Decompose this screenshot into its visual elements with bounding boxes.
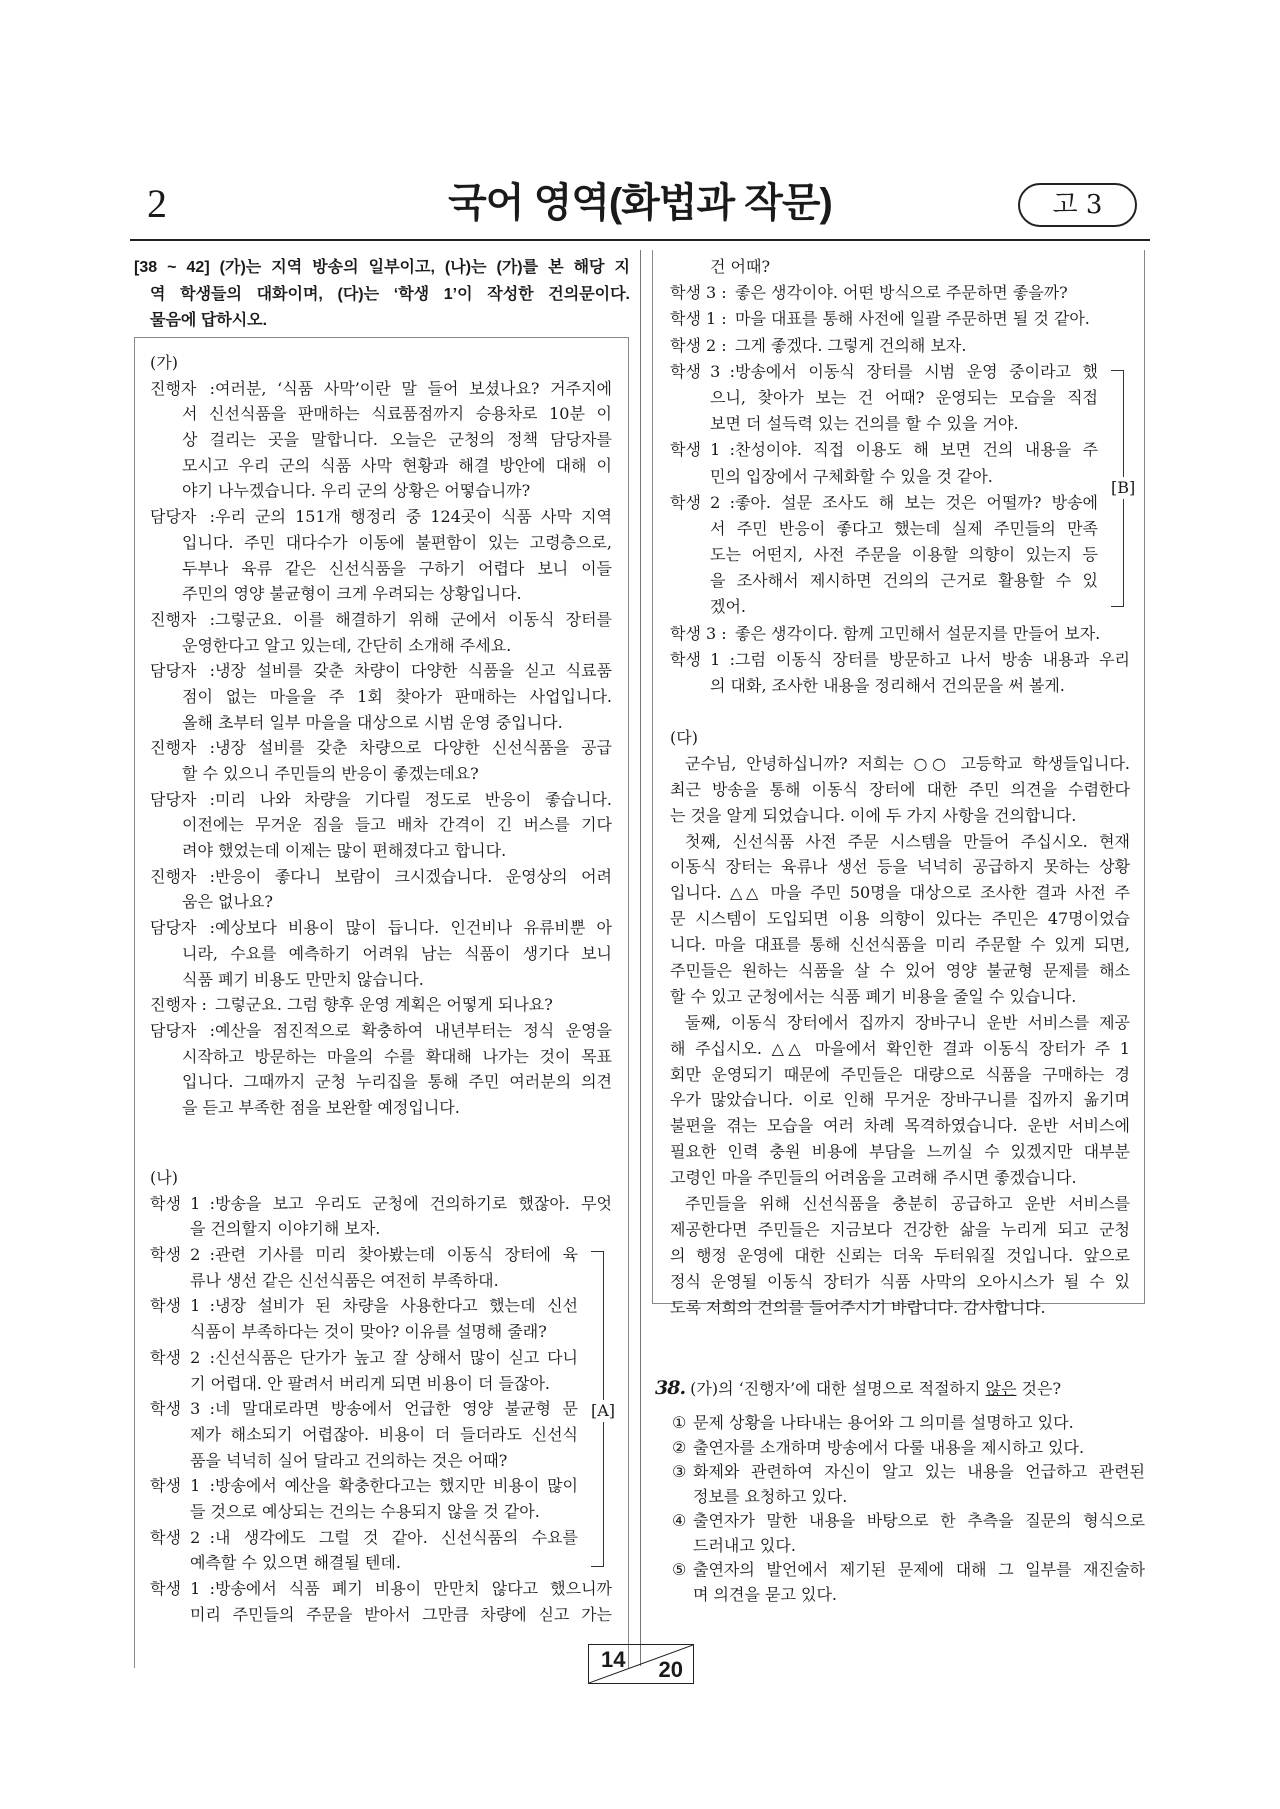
answer-option-5[interactable] bbox=[672, 1558, 1145, 1607]
passage-ga bbox=[150, 350, 612, 1121]
paragraph-line: 불편을 겪는 모습을 여러 차례 목격하였습니다. 운반 서비스에 bbox=[670, 1116, 1130, 1136]
instruction-line: [38 ~ 42] (가)는 지역 방송의 일부이고, (나)는 (가)를 본 해당 지 bbox=[134, 259, 630, 276]
dialogue-line: 보면 더 설득력 있는 건의를 할 수 있을 거야. bbox=[710, 414, 1019, 434]
speaker-label: 학생 2 : bbox=[150, 1527, 215, 1547]
dialogue-turn bbox=[150, 1018, 612, 1121]
utterance-text: 냉장 설비를 갖춘 차량이 다양한 식품을 싣고 식료품 bbox=[215, 661, 612, 681]
dialogue-line: 기 어렵대. 안 팔려서 버리게 되면 비용이 더 들잖아. bbox=[190, 1373, 550, 1393]
speaker-label: 학생 1 : bbox=[150, 1296, 215, 1316]
dialogue-turn bbox=[150, 1576, 612, 1627]
speaker-label: 담당자 : bbox=[150, 1020, 215, 1040]
paragraph-line: 회만 운영되기 때문에 주민들은 대량으로 식품을 구매하는 경 bbox=[670, 1064, 1130, 1084]
dialogue-line bbox=[670, 647, 1130, 673]
dialogue-line: 니라, 수요를 예측하기 어려워 남는 식품이 생기다 보니 bbox=[182, 943, 612, 963]
speaker-label: 담당자 : bbox=[150, 661, 215, 681]
dialogue-line: 겠어. bbox=[710, 597, 746, 617]
dialogue-line: 입니다. 그때까지 군청 누리집을 통해 주민 여러분의 의견 bbox=[182, 1072, 612, 1092]
dialogue-line bbox=[150, 864, 612, 890]
speaker-label: 진행자 : bbox=[150, 378, 215, 398]
passage-label: (나) bbox=[150, 1168, 178, 1187]
speaker-label: 학생 1 : bbox=[150, 1193, 215, 1213]
bracket-a-label: [A] bbox=[591, 1401, 616, 1420]
dialogue-line: 품을 넉넉히 실어 달라고 건의하는 것은 어때? bbox=[190, 1450, 508, 1470]
paragraph-line: 필요한 인력 충원 비용에 부담을 느끼실 수 있겠지만 대부분 bbox=[670, 1142, 1130, 1162]
option-line: 며 의견을 묻고 있다. bbox=[693, 1584, 837, 1604]
paragraph-line: 는 것을 알게 되었습니다. 이에 두 가지 사항을 건의합니다. bbox=[670, 805, 1077, 825]
dialogue-line bbox=[150, 1018, 612, 1044]
passage-na-part2 bbox=[670, 254, 1130, 699]
dialogue-turn bbox=[150, 1473, 612, 1524]
passage-na-part1 bbox=[150, 1165, 612, 1627]
question-stem: (가)의 ‘진행자’에 대한 설명으로 적절하지 bbox=[690, 1379, 986, 1398]
dialogue-line bbox=[150, 1345, 612, 1371]
utterance-text: 우리 군의 151개 행정리 중 124곳이 식품 사막 지역 bbox=[215, 507, 612, 527]
utterance-text: 신선식품은 단가가 높고 잘 상해서 많이 싣고 다니 bbox=[215, 1347, 578, 1367]
dialogue-line bbox=[670, 621, 1130, 647]
speaker-label: 학생 3 : bbox=[150, 1399, 215, 1419]
dialogue-line: 식품이 부족하다는 것이 맞아? 이유를 설명해 줄래? bbox=[190, 1322, 547, 1342]
answer-option-2[interactable] bbox=[672, 1436, 1145, 1461]
paragraph-line: 도록 저희의 건의를 들어주시기 바랍니다. 감사합니다. bbox=[670, 1297, 1046, 1317]
dialogue-line bbox=[150, 992, 612, 1018]
dialogue-line: 식품 폐기 비용도 만만치 않습니다. bbox=[182, 969, 424, 989]
speaker-label: 담당자 : bbox=[150, 918, 215, 938]
paragraph bbox=[670, 1191, 1130, 1320]
column-divider bbox=[640, 250, 641, 1666]
dialogue-line: 모시고 우리 군의 식품 사막 현황과 해결 방안에 대해 이 bbox=[182, 455, 612, 475]
speaker-label: 학생 1 : bbox=[670, 309, 727, 329]
dialogue-line: 제가 해소되기 어렵잖아. 비용이 더 들더라도 신선식 bbox=[190, 1424, 578, 1444]
dialogue-line bbox=[150, 376, 612, 402]
answer-option-3[interactable] bbox=[672, 1460, 1145, 1509]
dialogue-line: 을 건의할지 이야기해 보자. bbox=[190, 1219, 381, 1239]
dialogue-line bbox=[150, 1525, 612, 1551]
dialogue-line bbox=[670, 306, 1130, 332]
speaker-label: 학생 1 : bbox=[150, 1579, 215, 1598]
speaker-label: 학생 1 : bbox=[670, 649, 735, 669]
utterance-text: 좋은 생각이야. 어떤 방식으로 주문하면 좋을까? bbox=[735, 283, 1068, 303]
dialogue-line: 들 것으로 예상되는 건의는 수용되지 않을 것 같아. bbox=[190, 1501, 540, 1521]
dialogue-line: 할 수 있으니 주민들의 반응이 좋겠는데요? bbox=[182, 764, 479, 783]
question-38 bbox=[655, 1376, 1145, 1401]
option-text: 출연자를 소개하며 방송에서 다룰 내용을 제시하고 있다. bbox=[693, 1437, 1085, 1457]
dialogue-turn bbox=[670, 437, 1130, 489]
dialogue-turn bbox=[150, 504, 612, 607]
dialogue-line bbox=[670, 490, 1130, 516]
answer-options bbox=[672, 1411, 1145, 1607]
passage-da bbox=[670, 725, 1130, 1320]
dialogue-turn bbox=[670, 647, 1130, 699]
dialogue-line: 움은 없나요? bbox=[182, 892, 273, 912]
dialogue-turn bbox=[670, 490, 1130, 621]
paragraph bbox=[670, 829, 1130, 1010]
utterance-text: 방송을 보고 우리도 군청에 건의하기로 했잖아. 무엇 bbox=[215, 1193, 612, 1213]
answer-option-1[interactable] bbox=[672, 1411, 1145, 1436]
dialogue-line bbox=[150, 787, 612, 813]
paragraph-line: 할 수 있고 군청에서는 식품 폐기 비용을 줄일 수 있습니다. bbox=[670, 986, 1077, 1006]
utterance-text: 방송에서 식품 폐기 비용이 만만치 않다고 했으니까 bbox=[215, 1579, 612, 1598]
dialogue-line bbox=[670, 333, 1130, 359]
paragraph-line: 군수님, 안녕하십니까? 저희는 ○○ 고등학교 학생들입니다. bbox=[685, 753, 1130, 773]
dialogue-turn bbox=[150, 1293, 612, 1344]
utterance-text: 냉장 설비가 된 차량을 사용한다고 했는데 신선 bbox=[215, 1296, 578, 1316]
paragraph-line: 문 시스템이 도입되면 이용 의향이 있다는 주민은 47명이었습 bbox=[670, 909, 1130, 929]
dialogue-line bbox=[670, 437, 1130, 463]
speaker-label: 진행자 : bbox=[150, 866, 215, 886]
dialogue-turn bbox=[150, 864, 612, 915]
paragraph-line: 최근 방송을 통해 이동식 장터에 대한 주민 의견을 수렴한다 bbox=[670, 779, 1130, 799]
speaker-label: 담당자 : bbox=[150, 507, 215, 527]
dialogue-line: 서 신선식품을 판매하는 식료품점까지 승용차로 10분 이 bbox=[182, 404, 612, 424]
utterance-text: 그렇군요. 그럼 향후 운영 계획은 어떻게 되나요? bbox=[215, 995, 553, 1015]
dialogue-line: 려야 했었는데 이제는 많이 편해졌다고 합니다. bbox=[182, 841, 507, 861]
grade-badge: 고 3 bbox=[1018, 183, 1137, 227]
dialogue-line bbox=[150, 915, 612, 941]
page-number: 2 bbox=[147, 181, 167, 226]
dialogue-turn bbox=[150, 658, 612, 735]
utterance-text: 관련 기사를 미리 찾아봤는데 이동식 장터에 육 bbox=[215, 1245, 578, 1265]
dialogue-line: 민의 입장에서 구체화할 수 있을 것 같아. bbox=[710, 466, 993, 486]
bracket-b-label: [B] bbox=[1111, 478, 1136, 497]
dialogue-turn bbox=[150, 1396, 612, 1473]
passage-label: (다) bbox=[670, 728, 698, 747]
dialogue-line: 서 주민 반응이 좋다고 했는데 실제 주민들의 만족 bbox=[710, 518, 1098, 538]
dialogue-line bbox=[150, 1473, 612, 1499]
dialogue-line: 미리 주민들의 주문을 받아서 그만큼 차량에 싣고 가는 bbox=[190, 1604, 612, 1624]
dialogue-line: 올해 초부터 일부 마을을 대상으로 시범 운영 중입니다. bbox=[182, 712, 563, 732]
speaker-label: 학생 2 : bbox=[150, 1347, 215, 1367]
option-line bbox=[672, 1509, 1145, 1534]
option-line: 드러내고 있다. bbox=[693, 1535, 796, 1555]
utterance-text: 냉장 설비를 갖춘 차량으로 다양한 신선식품을 공급 bbox=[215, 738, 612, 758]
option-line bbox=[672, 1460, 1145, 1485]
utterance-text: 찬성이야. 직접 이용도 해 보면 건의 내용을 주 bbox=[735, 440, 1098, 460]
utterance-text: 좋아. 설문 조사도 해 보는 것은 어떨까? 방송에 bbox=[735, 492, 1098, 512]
utterance-text: 그게 좋겠다. 그렇게 건의해 보자. bbox=[735, 335, 967, 355]
dialogue-line bbox=[670, 280, 1130, 306]
speaker-label: 담당자 : bbox=[150, 789, 215, 809]
dialogue-line: 야기 나누겠습니다. 우리 군의 상황은 어떻습니까? bbox=[182, 481, 531, 501]
section-title: 국어 영역(화법과 작문) bbox=[448, 181, 832, 225]
dialogue-line-continued: 건 어때? bbox=[710, 257, 771, 276]
speaker-label: 학생 1 : bbox=[670, 440, 735, 460]
utterance-text: 예산을 점진적으로 확충하여 내년부터는 정식 운영을 bbox=[215, 1020, 612, 1040]
dialogue-line: 으니, 찾아가 보는 건 어때? 운영되는 모습을 직접 bbox=[710, 387, 1098, 407]
paragraph-line: 제공한다면 주민들은 지금보다 건강한 삶을 누리게 되고 군청 bbox=[670, 1219, 1130, 1239]
question-set-instructions bbox=[134, 255, 630, 335]
dialogue-turn bbox=[670, 280, 1130, 306]
utterance-text: 방송에서 이동식 장터를 시범 운영 중이라고 했 bbox=[735, 361, 1098, 381]
dialogue-line bbox=[150, 1242, 612, 1268]
dialogue-turn bbox=[150, 787, 612, 864]
dialogue-turn bbox=[150, 915, 612, 992]
paragraph-line: 첫째, 신선식품 사전 주문 시스템을 만들어 주십시오. 현재 bbox=[685, 831, 1130, 851]
dialogue-line bbox=[150, 658, 612, 684]
passage-label: (가) bbox=[150, 353, 178, 372]
dialogue-line: 점이 없는 마을을 주 1회 찾아가 판매하는 사업입니다. bbox=[182, 686, 612, 706]
dialogue-line bbox=[150, 607, 612, 633]
paragraph-line: 둘째, 이동식 장터에서 집까지 장바구니 운반 서비스를 제공 bbox=[685, 1012, 1130, 1032]
option-marker: ④ bbox=[672, 1511, 687, 1530]
dialogue-line: 두부나 육류 같은 신선식품을 구하기 어렵다 보니 이들 bbox=[182, 558, 612, 578]
dialogue-turn bbox=[670, 359, 1130, 438]
speaker-label: 학생 3 : bbox=[670, 361, 735, 381]
utterance-text: 예상보다 비용이 많이 듭니다. 인건비나 유류비뿐 아 bbox=[215, 918, 612, 938]
speaker-label: 학생 2 : bbox=[150, 1245, 215, 1265]
utterance-text: 반응이 좋다니 보람이 크시겠습니다. 운영상의 어려 bbox=[215, 866, 612, 886]
paragraph-line: 우가 많았습니다. 이로 인해 무거운 장바구니를 집까지 옮기며 bbox=[670, 1090, 1130, 1110]
paragraph-line: 입니다. △△ 마을 주민 50명을 대상으로 조사한 결과 사전 주 bbox=[670, 883, 1130, 903]
dialogue-turn bbox=[670, 306, 1130, 332]
option-text: 출연자의 발언에서 제기된 문제에 대해 그 일부를 재진술하 bbox=[693, 1560, 1145, 1579]
utterance-text: 그렇군요. 이를 해결하기 위해 군에서 이동식 장터를 bbox=[215, 609, 612, 629]
option-line: 정보를 요청하고 있다. bbox=[693, 1486, 848, 1506]
paragraph-line: 주민들을 위해 신선식품을 충분히 공급하고 운반 서비스를 bbox=[685, 1194, 1130, 1214]
instruction-line: 물음에 답하시오. bbox=[150, 312, 268, 329]
option-text: 출연자가 말한 내용을 바탕으로 한 추측을 질문의 형식으로 bbox=[693, 1511, 1145, 1530]
utterance-text: 그럼 이동식 장터를 방문하고 나서 방송 내용과 우리 bbox=[735, 649, 1130, 669]
utterance-text: 미리 나와 차량을 기다릴 정도로 반응이 좋습니다. bbox=[215, 789, 612, 809]
dialogue-line: 류나 생선 같은 신선식품은 여전히 부족하대. bbox=[190, 1270, 499, 1290]
dialogue-turn bbox=[670, 333, 1130, 359]
dialogue-line: 시작하고 방문하는 마을의 수를 확대해 나가는 것이 목표 bbox=[182, 1046, 612, 1066]
dialogue-line: 입니다. 주민 대다수가 이동에 불편함이 있는 고령층으로, bbox=[182, 532, 612, 552]
option-text: 문제 상황을 나타내는 용어와 그 의미를 설명하고 있다. bbox=[693, 1413, 1074, 1432]
option-text: 화제와 관련하여 자신이 알고 있는 내용을 언급하고 관련된 bbox=[693, 1462, 1145, 1481]
dialogue-line: 주민의 영양 불균형이 크게 우려되는 상황입니다. bbox=[182, 584, 522, 604]
question-number: 38. bbox=[655, 1377, 686, 1399]
speaker-label: 학생 2 : bbox=[670, 335, 727, 355]
dialogue-line bbox=[150, 1191, 612, 1217]
page-indicator bbox=[588, 1644, 694, 1684]
paragraph-line: 이동식 장터는 육류나 생선 등을 넉넉히 공급하지 못하는 상황 bbox=[670, 857, 1130, 877]
utterance-text: 내 생각에도 그럴 것 같아. 신선식품의 수요를 bbox=[215, 1527, 578, 1547]
current-page: 14 bbox=[601, 1647, 626, 1672]
speaker-label: 학생 1 : bbox=[150, 1476, 215, 1496]
utterance-text: 네 말대로라면 방송에서 언급한 영양 불균형 문 bbox=[215, 1399, 578, 1419]
dialogue-line: 운영한다고 알고 있는데, 간단히 소개해 주세요. bbox=[182, 635, 512, 655]
dialogue-turn bbox=[150, 735, 612, 786]
total-pages: 20 bbox=[658, 1657, 683, 1682]
dialogue-turn bbox=[150, 1525, 612, 1576]
dialogue-turn bbox=[150, 376, 612, 504]
option-marker: ① bbox=[672, 1413, 687, 1432]
speaker-label: 진행자 : bbox=[150, 609, 215, 629]
option-line bbox=[672, 1558, 1145, 1583]
dialogue-turn bbox=[150, 992, 612, 1018]
paragraph-line: 정식 운영될 이동식 장터가 식품 사막의 오아시스가 될 수 있 bbox=[670, 1271, 1130, 1291]
dialogue-line: 도는 어떤지, 사전 주문을 이용할 의향이 있는지 등 bbox=[710, 545, 1098, 565]
instruction-line: 역 학생들의 대화이며, (다)는 ‘학생 1’이 작성한 건의문이다. bbox=[150, 285, 630, 303]
speaker-label: 학생 2 : bbox=[670, 492, 735, 512]
question-stem-emphasis: 않은 bbox=[985, 1379, 1017, 1398]
paragraph-line: 의 행정 운영에 대한 신뢰는 더욱 두터워질 것입니다. 앞으로 bbox=[670, 1245, 1130, 1265]
paragraph-line: 주민들은 원하는 식품을 살 수 있어 영양 불균형 문제를 해소 bbox=[670, 961, 1130, 981]
answer-option-4[interactable] bbox=[672, 1509, 1145, 1558]
utterance-text: 방송에서 예산을 확충한다고는 했지만 비용이 많이 bbox=[215, 1476, 578, 1496]
paragraph bbox=[670, 751, 1130, 829]
dialogue-line: 상 걸리는 곳을 말합니다. 오늘은 군청의 정책 담당자를 bbox=[182, 430, 612, 450]
paragraph-line: 니다. 마을 대표를 통해 신선식품을 미리 주문할 수 있게 되면, bbox=[670, 935, 1130, 955]
speaker-label: 학생 3 : bbox=[670, 283, 727, 303]
dialogue-line bbox=[150, 504, 612, 530]
option-line bbox=[672, 1411, 1145, 1436]
dialogue-line bbox=[150, 1293, 612, 1319]
dialogue-line: 예측할 수 있으면 해결될 텐데. bbox=[190, 1553, 401, 1573]
utterance-text: 마을 대표를 통해 사전에 일괄 주문하면 될 것 같아. bbox=[735, 309, 1090, 329]
option-marker: ② bbox=[672, 1437, 687, 1457]
paragraph bbox=[670, 1010, 1130, 1191]
speaker-label: 학생 3 : bbox=[670, 623, 727, 643]
option-marker: ⑤ bbox=[672, 1560, 687, 1579]
dialogue-line bbox=[150, 1396, 612, 1422]
question-stem-end: 것은? bbox=[1016, 1379, 1062, 1398]
dialogue-turn bbox=[150, 1191, 612, 1242]
header-divider bbox=[130, 239, 1150, 241]
dialogue-line: 을 조사해서 제시하면 건의의 근거로 활용할 수 있 bbox=[710, 571, 1098, 591]
option-line bbox=[672, 1436, 1145, 1461]
dialogue-turn bbox=[670, 621, 1130, 647]
paragraph-line: 고령인 마을 주민들의 어려움을 고려해 주시면 좋겠습니다. bbox=[670, 1168, 1077, 1188]
dialogue-line bbox=[150, 735, 612, 761]
dialogue-turn bbox=[150, 1242, 612, 1293]
dialogue-line: 을 듣고 부족한 점을 보완할 예정입니다. bbox=[182, 1097, 460, 1117]
option-marker: ③ bbox=[672, 1462, 687, 1481]
speaker-label: 진행자 : bbox=[150, 738, 215, 758]
utterance-text: 좋은 생각이다. 함께 고민해서 설문지를 만들어 보자. bbox=[735, 623, 1101, 643]
dialogue-turn bbox=[150, 607, 612, 658]
dialogue-line: 의 대화, 조사한 내용을 정리해서 건의문을 써 볼게. bbox=[710, 676, 1065, 695]
speaker-label: 진행자 : bbox=[150, 995, 207, 1015]
dialogue-turn bbox=[150, 1345, 612, 1396]
dialogue-line: 이전에는 무거운 짐을 들고 배차 간격이 긴 버스를 기다 bbox=[182, 815, 612, 835]
paragraph-line: 해 주십시오. △△ 마을에서 확인한 결과 이동식 장터가 주 1 bbox=[670, 1038, 1130, 1058]
dialogue-line bbox=[670, 359, 1130, 385]
dialogue-line bbox=[150, 1576, 612, 1602]
utterance-text: 여러분, ‘식품 사막’이란 말 들어 보셨나요? 거주지에 bbox=[215, 378, 612, 398]
